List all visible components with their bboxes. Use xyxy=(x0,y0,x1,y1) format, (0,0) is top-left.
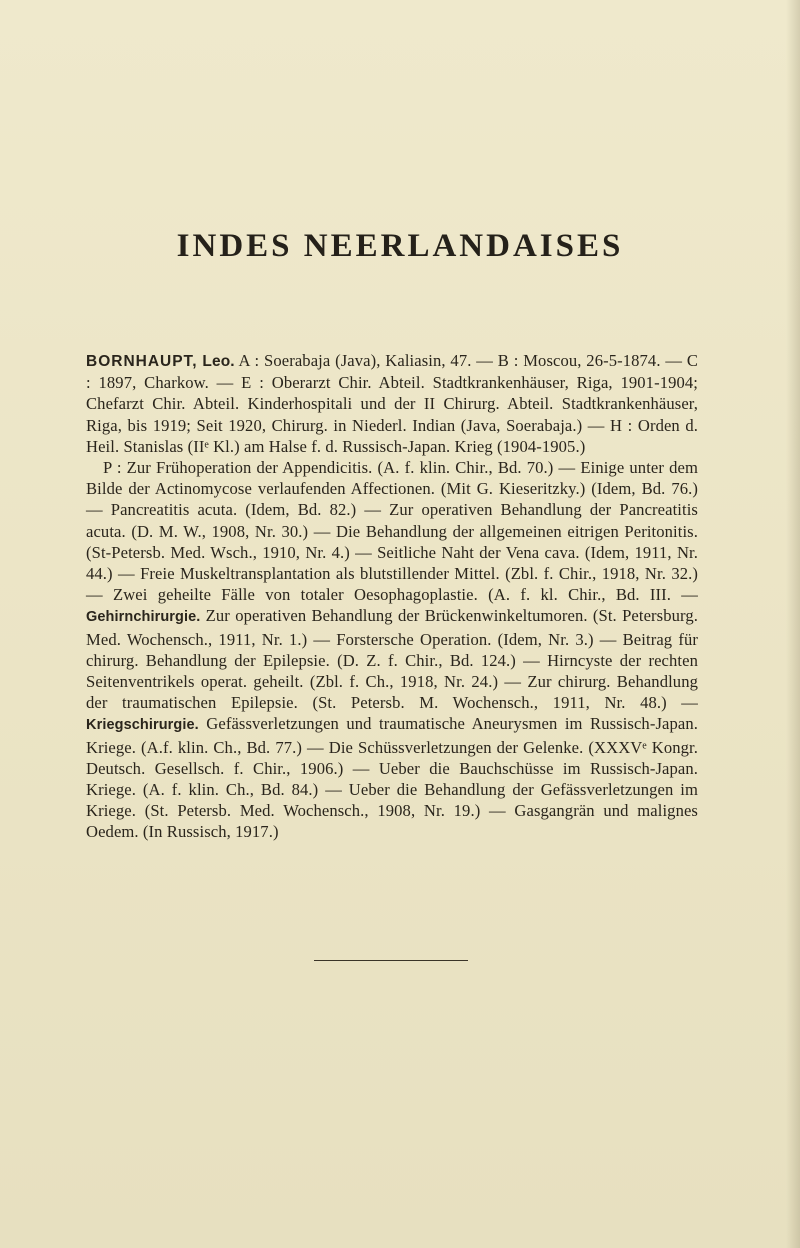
entry-bio-text: A : Soerabaja (Java), Kaliasin, 47. — B : Moscou, 26-5-1874. — C : 1897, Charkow. — E : Oberarzt Chir. Abteil. Stadtkrankenhäuser, Riga, 1901-1904; Chefarzt Chir. Abteil. Kinderhospitali und der II Chirurg. Abteil. Stadtkrankenhäuser, Riga, bis 1919; Seit 1920, Chirurg. in Niederl. Indian (Java, Soerabaja.) — H : Orden d. Heil. Stanislas (IIᵉ Kl.) am Halse f. d. Russisch-Japan. Krieg (1904-1905.) xyxy=(86,351,699,456)
entry-surname: BORNHAUPT, xyxy=(86,353,198,370)
biography-paragraph xyxy=(86,350,698,457)
biography-entry xyxy=(86,350,698,843)
page-edge-shadow xyxy=(786,0,800,1248)
publications-text-2: Zur operativen Behandlung der Brückenwinkeltumoren. (St. Petersburg. Med. Wochensch., 1911, Nr. 1.) — Forstersche Operation. (Idem, Nr. 3.) — Beitrag für chirurg. Behandlung der Epilepsie. (D. Z. f. Chir., Bd. 124.) — Hirncyste der rechten Seitenventrikels operat. geheilt. (Zbl. f. Ch., 1918, Nr. 24.) — Zur chirurg. Behandlung der traumatischen Epilepsie. (St. Petersb. M. Wochensch., 1911, Nr. 48.) — xyxy=(86,606,698,713)
entry-firstname: Leo. xyxy=(202,353,235,370)
publications-text-3: Gefässverletzungen und traumatische Aneurysmen im Russisch-Japan. Kriege. (A.f. klin. Ch., Bd. 77.) — Die Schüssverletzungen der Gelenke. (XXXVᵉ Kongr. Deutsch. Gesellsch. f. Chir., 1906.) — Ueber die Bauchschüsse im Russisch-Japan. Kriege. (A. f. klin. Ch., Bd. 84.) — Ueber die Behandlung der Gefässverletzungen im Kriege. (St. Petersb. Med. Wochensch., 1908, Nr. 19.) — Gasgangrän und malignes Oedem. (In Russisch, 1917.) xyxy=(86,714,698,842)
end-rule xyxy=(314,960,468,961)
publications-paragraph xyxy=(86,457,698,843)
publications-text-1: P : Zur Frühoperation der Appendicitis. (A. f. klin. Chir., Bd. 70.) — Einige unter dem Bilde der Actinomycose verlaufenden Affectionen. (Mit G. Kieseritzky.) (Idem, Bd. 76.) — Pancreatitis acuta. (Idem, Bd. 82.) — Zur operativen Behandlung der Pancreatitis acuta. (D. M. W., 1908, Nr. 30.) — Die Behandlung der allgemeinen eitrigen Peritonitis. (St-Petersb. Med. Wsch., 1910, Nr. 4.) — Seitliche Naht der Vena cava. (Idem, 1911, Nr. 44.) — Freie Muskeltransplantation als blutstillender Mittel. (Zbl. f. Chir., 1918, Nr. 32.) — Zwei geheilte Fälle von totaler Oesophagoplastie. (A. f. kl. Chir., Bd. III. — xyxy=(86,458,698,605)
page-title: INDES NEERLANDAISES xyxy=(176,228,624,264)
section-heading-kriegschirurgie: Kriegschirurgie. xyxy=(86,717,199,734)
section-heading-gehirnchirurgie: Gehirnchirurgie. xyxy=(86,609,201,626)
